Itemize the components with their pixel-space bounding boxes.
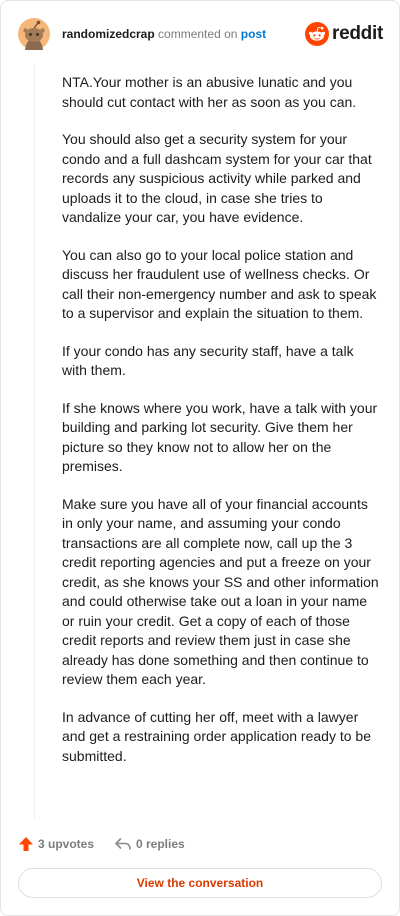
comment-header bbox=[1, 1, 399, 65]
upvote-count[interactable] bbox=[18, 836, 94, 852]
reply-count[interactable] bbox=[114, 836, 185, 852]
username[interactable]: randomizedcrap bbox=[62, 27, 155, 41]
comment-body bbox=[62, 73, 380, 784]
upvote-arrow-icon bbox=[18, 836, 34, 852]
reddit-logo-icon bbox=[305, 22, 329, 46]
upvote-label: 3 upvotes bbox=[38, 837, 95, 851]
comment-meta bbox=[62, 26, 266, 42]
view-conversation-button[interactable]: View the conversation bbox=[18, 868, 382, 898]
comment-paragraph: Make sure you have all of your financial accounts in only your name, and assuming your condo transactions are all complete now, call up the 3 credit reporting agencies and put a freeze on your credit, as she knows your SS and other information and could otherwise take out a loan in your name or ruin your credit. Get a copy of each of those credit reports and review them just in case she already has done something and then continue to review them each year. bbox=[62, 495, 379, 687]
comment-paragraph: You can also go to your local police station and discuss her fraudulent use of wellness checks. Or call their non-emergency number and ask to speak to a supervisor and explain the situation to them. bbox=[62, 246, 377, 321]
comment-action-text: commented on bbox=[158, 27, 238, 41]
comment-paragraph: If your condo has any security staff, have a talk with them. bbox=[62, 342, 354, 378]
brand-wordmark: reddit bbox=[332, 23, 383, 44]
snoo-avatar-icon[interactable] bbox=[18, 18, 50, 50]
comment-footer bbox=[1, 829, 399, 859]
reply-label: 0 replies bbox=[136, 837, 185, 851]
comment-paragraph: You should also get a security system for your condo and a full dashcam system for your car that records any suspicious activity while parked and uploads it to the cloud, in case she tries to vandalize your car, you have evidence. bbox=[62, 131, 372, 225]
comment-paragraph: If she knows where you work, have a talk with your building and parking lot security. Give them her picture so they know not to allow her on the premises. bbox=[62, 399, 378, 474]
post-link[interactable]: post bbox=[240, 27, 267, 41]
reddit-brand[interactable] bbox=[305, 22, 383, 46]
reply-arrow-icon bbox=[114, 836, 132, 852]
comment-paragraph: NTA.Your mother is an abusive lunatic and you should cut contact with her as soon as you can. bbox=[62, 74, 357, 110]
comment-paragraph: In advance of cutting her off, meet with a lawyer and get a restraining order application ready to be submitted. bbox=[62, 708, 371, 764]
thread-line[interactable] bbox=[34, 63, 35, 819]
